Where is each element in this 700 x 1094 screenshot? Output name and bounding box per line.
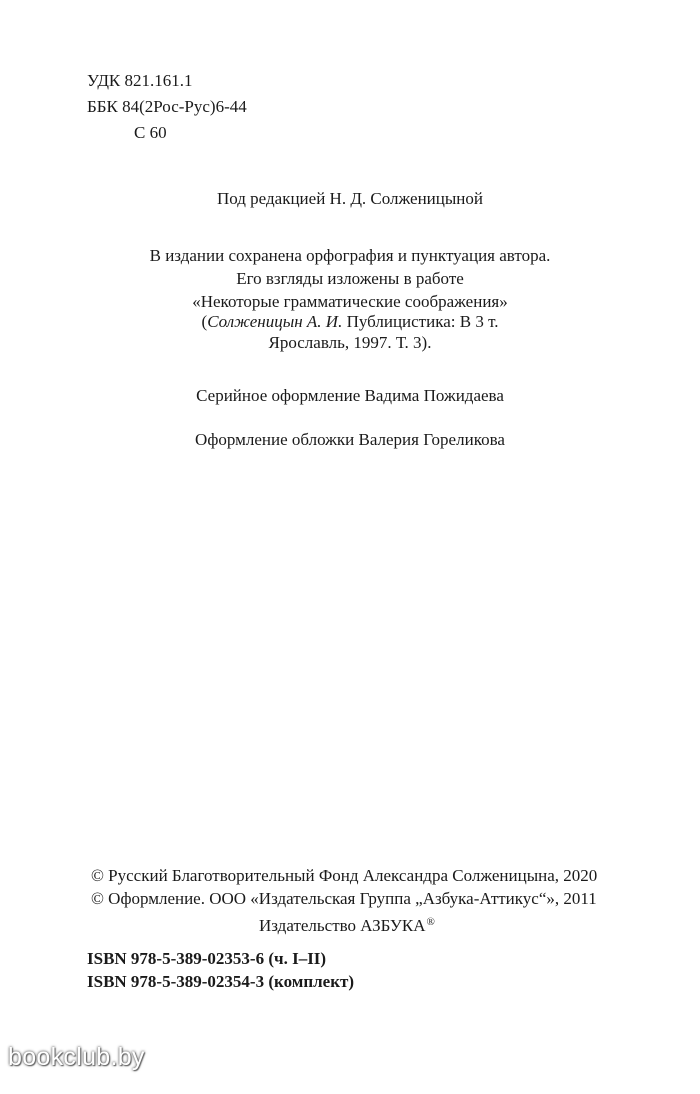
bbk-code: ББК 84(2Рос-Рус)6-44 bbox=[87, 97, 247, 116]
registered-mark: ® bbox=[426, 916, 435, 928]
copyright-line-2: © Оформление. ООО «Издательская Группа „Азбука-Аттикус“», 2011 bbox=[91, 889, 597, 908]
note-line-5: Ярославль, 1997. Т. 3). bbox=[268, 333, 432, 352]
publisher-line bbox=[259, 911, 435, 937]
isbn-part: ISBN 978-5-389-02353-6 (ч. I–II) bbox=[87, 949, 327, 968]
note-line-2: Его взгляды изложены в работе bbox=[236, 269, 464, 288]
note-line-4 bbox=[0, 311, 700, 333]
series-design-credit: Серийное оформление Вадима Пожидаева bbox=[196, 386, 504, 405]
note-paren: ( bbox=[201, 312, 208, 331]
publisher-name: Издательство АЗБУКА bbox=[259, 916, 426, 935]
cover-design-credit: Оформление обложки Валерия Гореликова bbox=[195, 430, 505, 449]
note-publication: Публицистика: В 3 т. bbox=[342, 312, 499, 331]
watermark-logo: bookclub.by bbox=[8, 1043, 145, 1071]
udk-code: УДК 821.161.1 bbox=[87, 71, 193, 90]
note-line-1: В издании сохранена орфография и пунктуация автора. bbox=[149, 246, 551, 265]
note-line-3: «Некоторые грамматические соображения» bbox=[192, 292, 508, 311]
note-author-ref: Солженицын А. И. bbox=[207, 312, 343, 331]
author-mark: С 60 bbox=[134, 123, 167, 142]
isbn-set: ISBN 978-5-389-02354-3 (комплект) bbox=[87, 972, 355, 991]
copyright-line-1: © Русский Благотворительный Фонд Александра Солженицына, 2020 bbox=[91, 866, 598, 885]
editor-line: Под редакцией Н. Д. Солженицыной bbox=[217, 189, 483, 208]
